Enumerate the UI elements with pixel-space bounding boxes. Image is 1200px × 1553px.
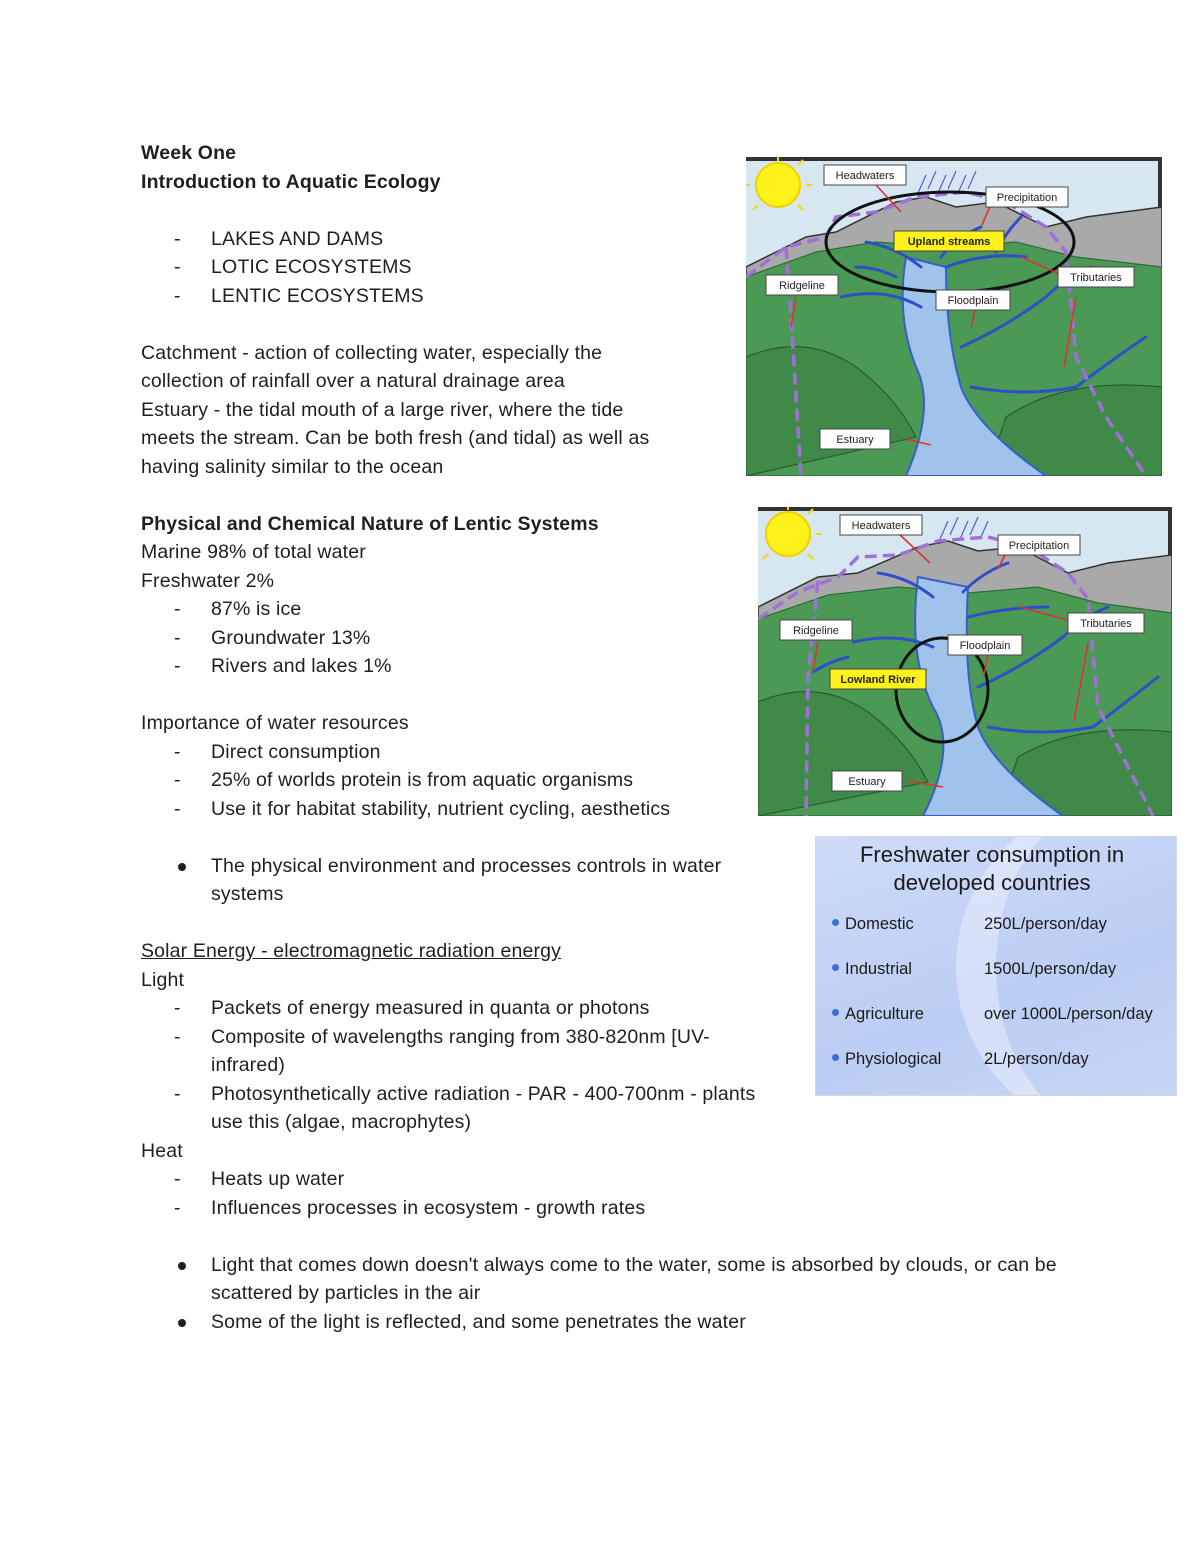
catchment-definition-cont: collection of rainfall over a natural drainage area bbox=[141, 370, 565, 392]
estuary-definition-cont: meets the stream. Can be both fresh (and tidal) as well as bbox=[141, 427, 650, 449]
bullet-item: Some of the light is reflected, and some penetrates the water bbox=[141, 1308, 1071, 1337]
importance-item: - 25% of worlds protein is from aquatic organisms bbox=[141, 766, 1141, 795]
freshwater-item: - 87% is ice bbox=[141, 595, 1141, 624]
topic-item: - LAKES AND DAMS bbox=[141, 225, 1141, 254]
light-item: - Packets of energy measured in quanta or photons bbox=[141, 994, 831, 1023]
bullet-dot-icon bbox=[832, 1054, 839, 1061]
freshwater-item: - Groundwater 13% bbox=[141, 624, 1141, 653]
label-upland-streams: Upland streams bbox=[907, 236, 991, 248]
solar-heading: Solar Energy - electromagnetic radiation energy bbox=[141, 940, 562, 962]
label-tributaries: Tributaries bbox=[1080, 618, 1132, 630]
heat-item: - Influences processes in ecosystem - growth rates bbox=[141, 1194, 1141, 1223]
importance-heading: Importance of water resources bbox=[141, 712, 409, 734]
freshwater-item: - Rivers and lakes 1% bbox=[141, 652, 1141, 681]
label-precipitation: Precipitation bbox=[1008, 540, 1070, 552]
consumption-row-industrial: Industrial 1500L/person/day bbox=[832, 960, 1172, 979]
week-heading: Week One bbox=[141, 142, 237, 164]
estuary-definition-end: having salinity similar to the ocean bbox=[141, 455, 444, 478]
bullet-item: The physical environment and processes controls in water systems bbox=[141, 852, 771, 909]
label-precipitation: Precipitation bbox=[996, 192, 1058, 204]
label-lowland-river: Lowland River bbox=[840, 674, 916, 686]
slide-title: Freshwater consumption in developed countries bbox=[859, 842, 1125, 895]
label-estuary: Estuary bbox=[848, 776, 886, 788]
consumption-row-physiological: Physiological 2L/person/day bbox=[832, 1050, 1172, 1069]
label-ridgeline: Ridgeline bbox=[779, 280, 825, 292]
light-heading: Light bbox=[141, 968, 185, 991]
topic-item: - LENTIC ECOSYSTEMS bbox=[141, 282, 1141, 311]
catchment-definition: Catchment - action of collecting water, especially the bbox=[141, 341, 603, 364]
label-floodplain: Floodplain bbox=[947, 295, 999, 307]
bullet-dot-icon bbox=[832, 1009, 839, 1016]
light-item: - Composite of wavelengths ranging from 380-820nm [UV-infrared) bbox=[141, 1023, 766, 1080]
freshwater-stat: Freshwater 2% bbox=[141, 569, 275, 592]
label-floodplain: Floodplain bbox=[959, 640, 1011, 652]
label-tributaries: Tributaries bbox=[1070, 272, 1122, 284]
label-estuary: Estuary bbox=[836, 434, 874, 446]
consumption-row-agriculture: Agriculture over 1000L/person/day bbox=[832, 1005, 1172, 1024]
consumption-row-domestic: Domestic 250L/person/day bbox=[832, 915, 1172, 934]
label-headwaters: Headwaters bbox=[835, 170, 895, 182]
heat-item: - Heats up water bbox=[141, 1165, 1141, 1194]
freshwater-consumption-slide bbox=[815, 836, 1177, 1096]
lentic-heading: Physical and Chemical Nature of Lentic Systems bbox=[141, 512, 599, 535]
importance-item: - Use it for habitat stability, nutrient cycling, aesthetics bbox=[141, 795, 1141, 824]
topic-item: - LOTIC ECOSYSTEMS bbox=[141, 253, 1141, 282]
bullet-dot-icon bbox=[832, 964, 839, 971]
marine-stat: Marine 98% of total water bbox=[141, 541, 366, 563]
page-title: Introduction to Aquatic Ecology bbox=[141, 170, 441, 193]
bullet-item: Light that comes down doesn't always come to the water, some is absorbed by clouds, or can be scattered by particles in the air bbox=[141, 1251, 1071, 1308]
label-ridgeline: Ridgeline bbox=[793, 625, 839, 637]
watershed-diagram-lowland bbox=[758, 507, 1172, 816]
bullet-dot-icon bbox=[832, 919, 839, 926]
watershed-diagram-upland bbox=[746, 157, 1162, 476]
light-item: - Photosynthetically active radiation - PAR - 400-700nm - plants use this (algae, macrophytes) bbox=[141, 1080, 766, 1137]
estuary-definition: Estuary - the tidal mouth of a large river, where the tide bbox=[141, 398, 624, 421]
heat-heading: Heat bbox=[141, 1139, 183, 1162]
label-headwaters: Headwaters bbox=[851, 520, 911, 532]
importance-item: - Direct consumption bbox=[141, 738, 1141, 767]
